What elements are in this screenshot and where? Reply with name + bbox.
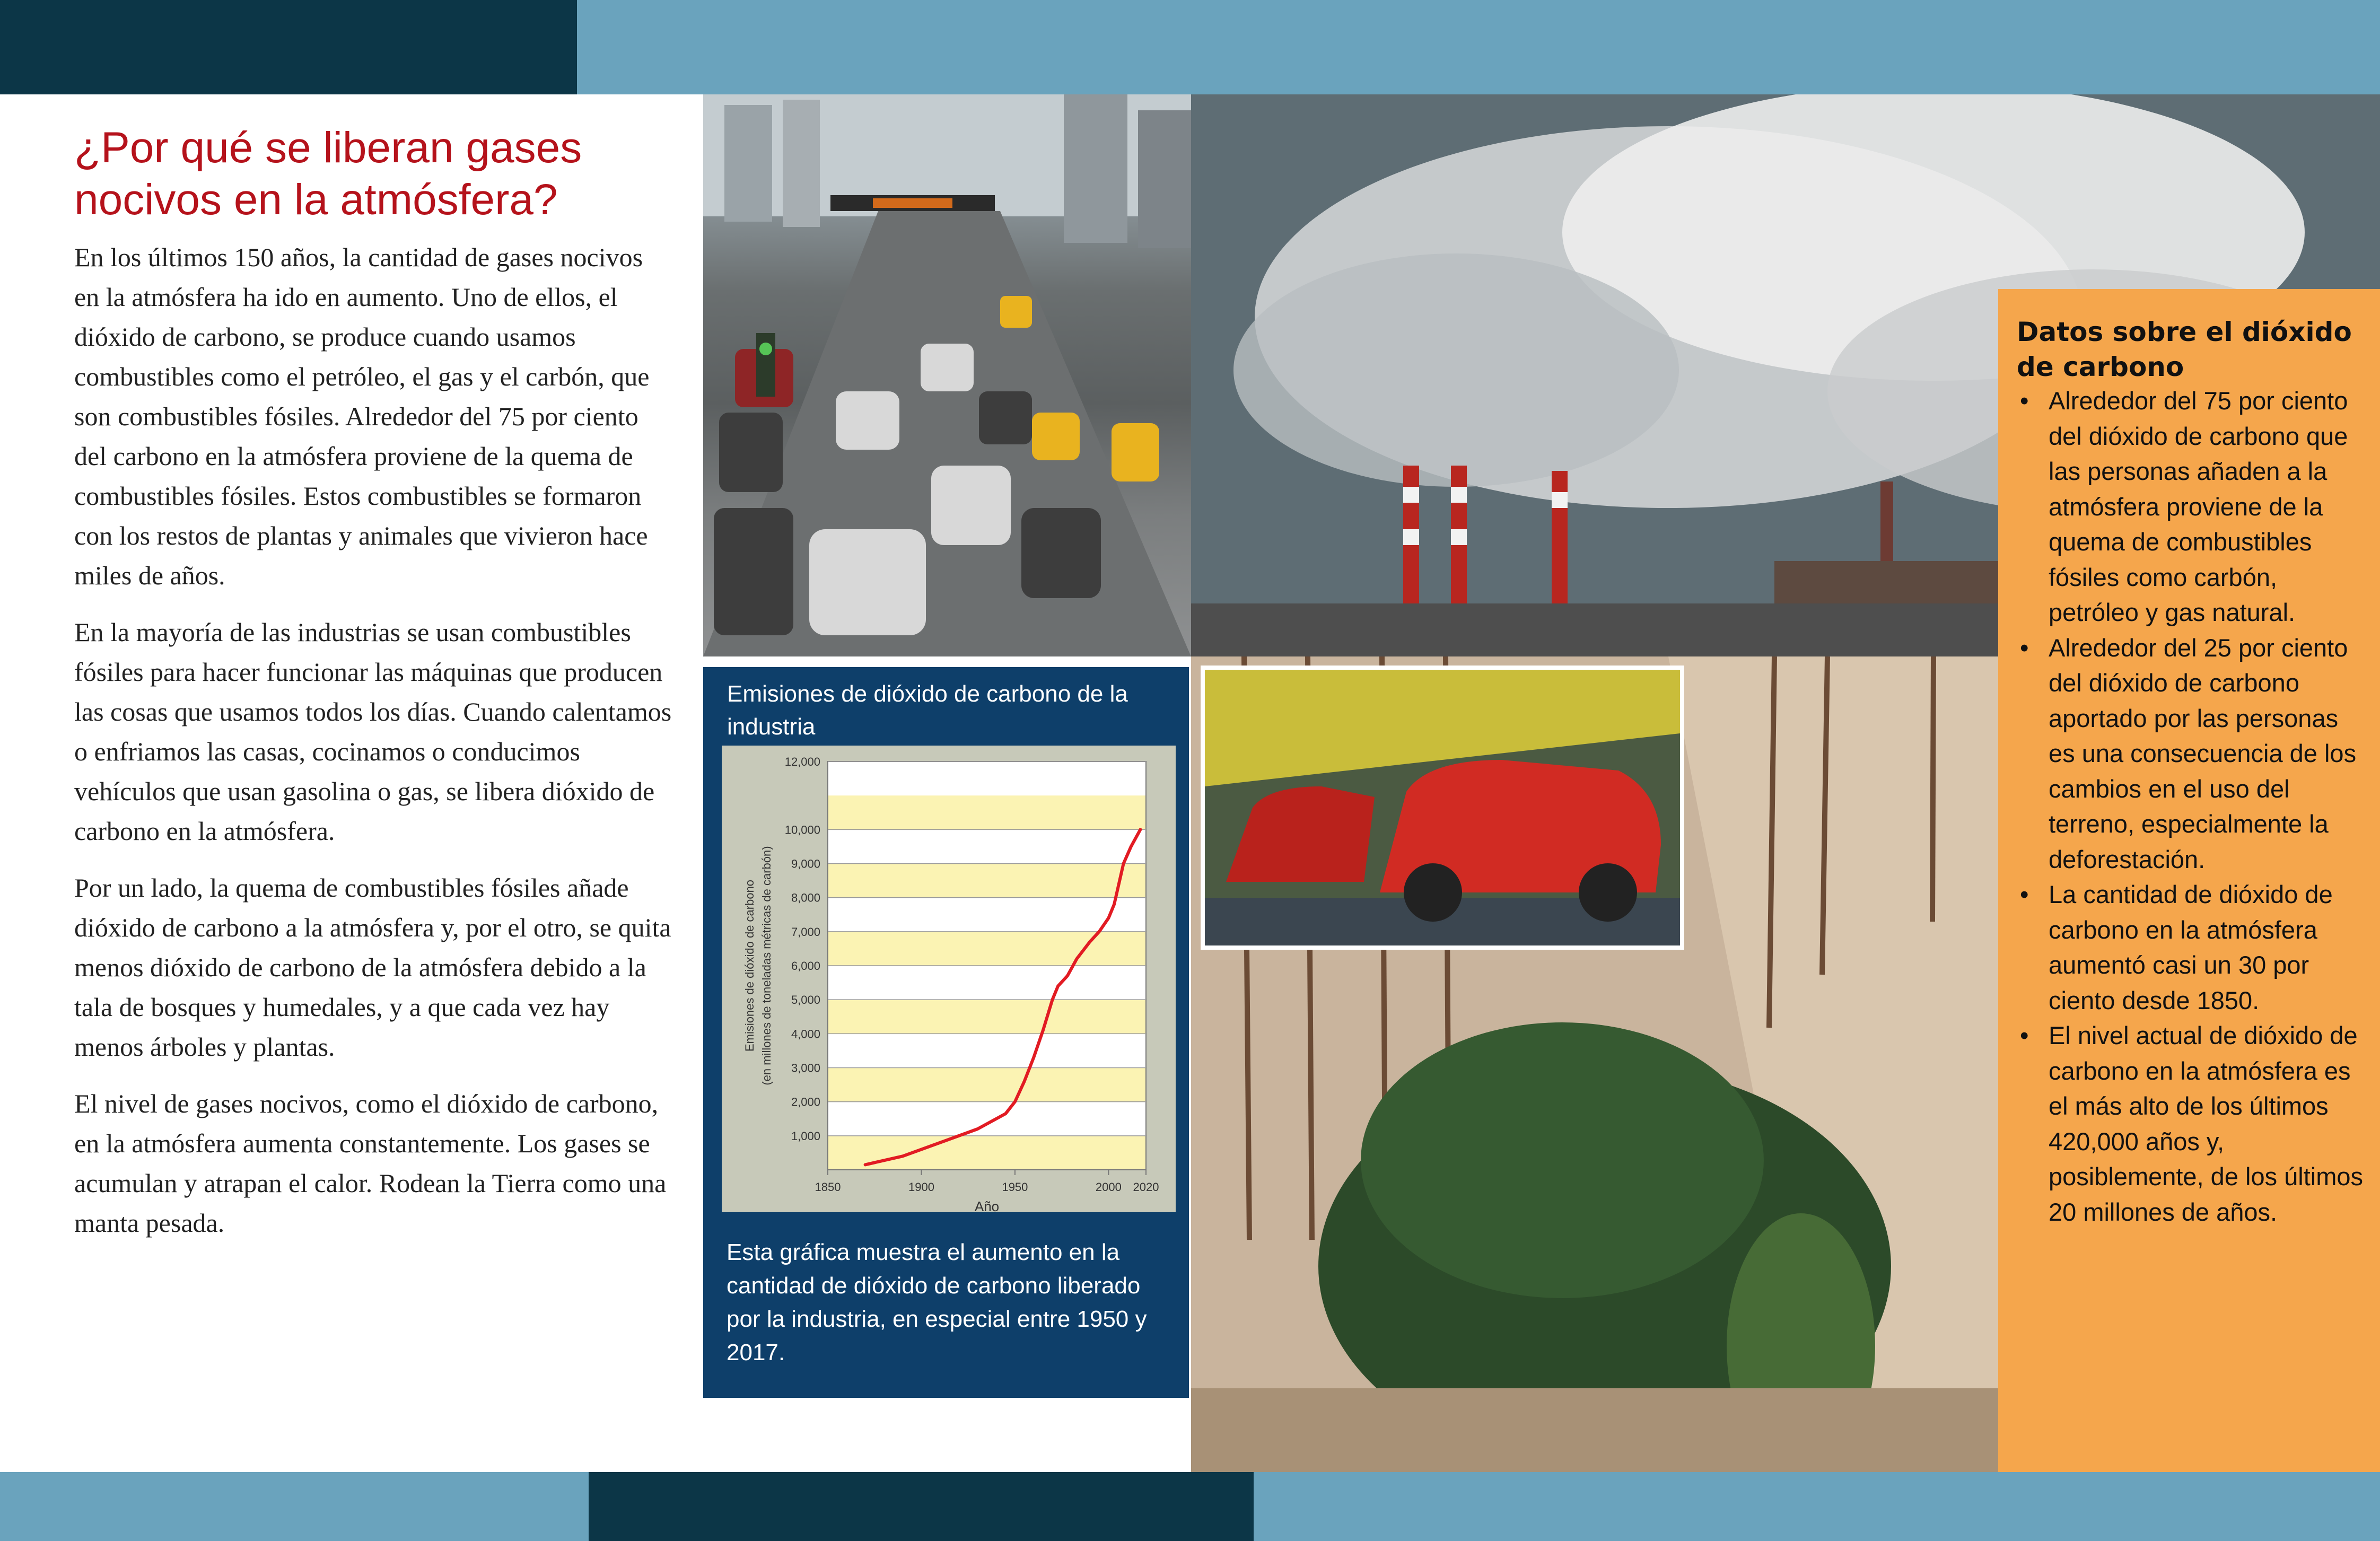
bottom-band-dark xyxy=(589,1472,1254,1541)
y-tick-label: 5,000 xyxy=(791,993,820,1007)
grid-band xyxy=(828,1000,1146,1034)
paragraph-4: El nivel de gases nocivos, como el dióxido de carbono, en la atmósfera aumenta constantemente. Los gases se acumulan y atrapan el calor. Rodean la Tierra como una manta pesada. xyxy=(74,1089,667,1238)
data-point xyxy=(1042,1029,1044,1031)
data-point xyxy=(1089,941,1091,943)
x-tick-label: 2000 xyxy=(1095,1180,1122,1194)
bottom-band-light-left xyxy=(0,1472,589,1541)
data-point xyxy=(1107,917,1110,920)
chart-panel xyxy=(703,667,1189,1398)
data-point xyxy=(1023,1080,1026,1083)
grid-band xyxy=(828,1068,1146,1102)
traffic-jam-illustration xyxy=(703,94,1191,656)
x-tick-label: 1950 xyxy=(1002,1180,1028,1194)
data-point xyxy=(1139,828,1142,831)
bullet-icon: • xyxy=(2020,633,2029,662)
y-tick-label: 2,000 xyxy=(791,1095,820,1109)
bottom-band-light-right xyxy=(1254,1472,2380,1541)
facts-list xyxy=(2017,383,2367,1230)
y-tick-label: 6,000 xyxy=(791,959,820,973)
y-axis-label: (en millones de toneladas métricas de carbón) xyxy=(760,846,773,1085)
facts-heading: Datos sobre el dióxido de carbono xyxy=(2017,317,2352,382)
data-point xyxy=(1130,845,1132,848)
y-tick-label: 1,000 xyxy=(791,1129,820,1143)
x-axis-label: Año xyxy=(974,1198,1000,1212)
grid-band xyxy=(828,1136,1146,1170)
y-tick-label: 12,000 xyxy=(784,755,820,768)
car-factory-photo xyxy=(1201,666,1684,950)
data-point xyxy=(939,1141,941,1144)
data-point xyxy=(1057,985,1060,987)
paragraph-3: Por un lado, la quema de combustibles fósiles añade dióxido de carbono a la atmósfera y, por el otro, se quita menos dióxido de carbono de la atmósfera debido a la tala de bosques y humedales, y a que cada vez hay menos árboles y plantas. xyxy=(74,873,671,1062)
y-tick-label: 4,000 xyxy=(791,1027,820,1041)
data-point xyxy=(1066,975,1069,977)
fact-item: • La cantidad de dióxido de carbono en la atmósfera aumentó casi un 30 por ciento desde 1850. xyxy=(2017,877,2367,1018)
data-point xyxy=(1032,1056,1035,1059)
y-tick-label: 8,000 xyxy=(791,891,820,905)
data-point xyxy=(1013,1100,1016,1103)
grid-band xyxy=(828,932,1146,966)
x-tick-label: 2020 xyxy=(1133,1180,1159,1194)
paragraph-1: En los últimos 150 años, la cantidad de gases nocivos en la atmósfera ha ido en aumento. Uno de ellos, el dióxido de carbono, se produce cuando usamos combustibles como el petróleo, el gas y el carbón, que son combustibles fósiles. Alrededor del 75 por ciento del carbono en la atmósfera proviene de la quema de combustibles fósiles. Estos combustibles se formaron con los restos de plantas y animales que vivieron hace miles de años. xyxy=(74,242,650,590)
y-tick-label: 3,000 xyxy=(791,1061,820,1075)
bullet-icon: • xyxy=(2020,1021,2029,1049)
fact-item: • Alrededor del 75 por ciento del dióxido de carbono que las personas añaden a la atmósfera proviene de la quema de combustibles fósiles como carbón, petróleo y gas natural. xyxy=(2017,383,2367,631)
data-point xyxy=(1098,930,1100,933)
traffic-jam-photo xyxy=(703,94,1191,656)
y-tick-label: 7,000 xyxy=(791,925,820,939)
x-tick-label: 1900 xyxy=(908,1180,934,1194)
x-tick-label: 1850 xyxy=(815,1180,841,1194)
y-tick-label: 9,000 xyxy=(791,857,820,871)
top-band-light xyxy=(577,0,2380,94)
data-point xyxy=(1075,958,1078,960)
y-tick-label: 10,000 xyxy=(784,823,820,837)
co2-line-chart xyxy=(722,746,1176,1212)
data-point xyxy=(1004,1113,1007,1115)
data-point xyxy=(1122,862,1125,865)
top-band-dark xyxy=(0,0,577,94)
bullet-icon: • xyxy=(2020,387,2029,415)
chart-box xyxy=(722,746,1176,1212)
data-point xyxy=(1113,903,1116,906)
chart-caption: Esta gráfica muestra el aumento en la cantidad de dióxido de carbono liberado por la industria, en especial entre 1950 y 2017. xyxy=(727,1239,1147,1365)
paragraph-2: En la mayoría de las industrias se usan combustibles fósiles para hacer funcionar las máquinas que producen las cosas que usamos todos los días. Cuando calentamos o enfriamos las casas, cocinamos o conducimos vehículos que usan gasolina o gas, se libera dióxido de carbono en la atmósfera. xyxy=(74,617,672,846)
grid-band xyxy=(828,864,1146,898)
data-point xyxy=(976,1128,979,1131)
facts-sidebar xyxy=(1998,289,2380,1472)
y-axis-label: Emisiones de dióxido de carbono xyxy=(743,879,756,1052)
data-point xyxy=(864,1163,867,1166)
data-point xyxy=(1051,999,1054,1001)
data-point xyxy=(902,1155,904,1158)
fact-item: • El nivel actual de dióxido de carbono en la atmósfera es el más alto de los últimos 420,000 años y, posiblemente, de los últimos 20 millones de años. xyxy=(2017,1018,2367,1230)
page-title: ¿Por qué se liberan gases nocivos en la atmósfera? xyxy=(74,124,582,224)
grid-band xyxy=(828,795,1146,829)
main-text-column xyxy=(74,122,673,1260)
chart-title: Emisiones de dióxido de carbono de la industria xyxy=(727,681,1128,740)
bullet-icon: • xyxy=(2020,880,2029,908)
fact-item: • Alrededor del 25 por ciento del dióxido de carbono aportado por las personas es una consecuencia de los cambios en el uso del terreno, especialmente la deforestación. xyxy=(2017,631,2367,878)
car-factory-illustration xyxy=(1205,670,1680,945)
